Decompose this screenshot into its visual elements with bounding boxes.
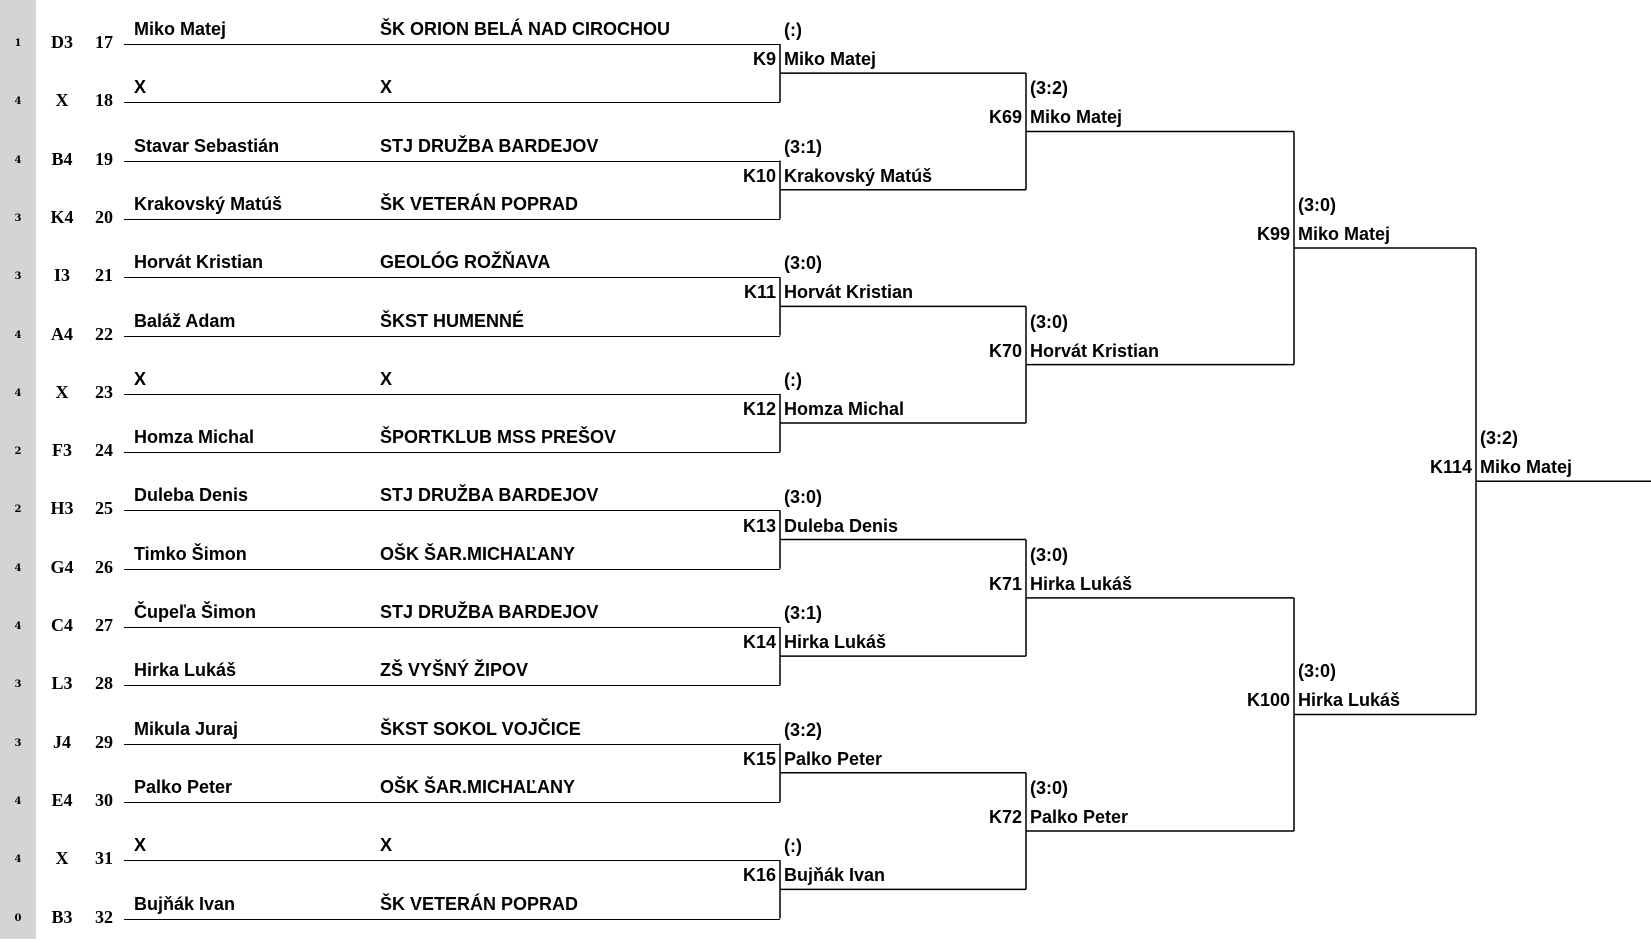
player-level: 4 <box>14 795 22 807</box>
match-code: K16 <box>742 865 776 886</box>
player-name: Čupeľa Šimon <box>134 602 256 622</box>
player-level: 4 <box>14 562 22 574</box>
match-winner: Hirka Lukáš <box>1298 690 1401 711</box>
match-winner: Duleba Denis <box>784 515 899 536</box>
player-name: Stavar Sebastián <box>134 135 280 156</box>
player-club: GEOLÓG ROŽŇAVA <box>380 252 551 273</box>
match-winner: Horvát Kristian <box>1030 340 1160 361</box>
player-line <box>124 161 780 162</box>
player-club: STJ DRUŽBA BARDEJOV <box>380 485 599 506</box>
match-winner: Miko Matej <box>1030 107 1123 128</box>
player-row <box>0 191 740 243</box>
player-line <box>124 685 780 686</box>
player-club: X <box>380 835 393 856</box>
player-club: OŠK ŠAR.MICHAĽANY <box>380 776 576 797</box>
match-score: (3:0) <box>1298 661 1337 682</box>
player-level: 3 <box>14 679 22 691</box>
player-line <box>124 860 780 861</box>
match-winner: Palko Peter <box>784 748 883 769</box>
player-club: ŠK VETERÁN POPRAD <box>380 893 579 914</box>
match-code: K69 <box>988 107 1022 128</box>
player-line <box>124 336 780 337</box>
player-club: ŠK VETERÁN POPRAD <box>380 193 579 214</box>
match-score: (3:0) <box>784 486 823 507</box>
player-number: 24 <box>95 440 113 461</box>
match-code: K13 <box>742 515 776 536</box>
player-club: ŠK ORION BELÁ NAD CIROCHOU <box>380 19 671 39</box>
player-club: OŠK ŠAR.MICHAĽANY <box>380 543 576 564</box>
match-code: K12 <box>742 398 776 419</box>
player-name: Timko Šimon <box>134 543 247 564</box>
match-score: (3:1) <box>784 603 823 624</box>
player-number: 27 <box>95 615 113 635</box>
player-club: ZŠ VYŠNÝ ŽIPOV <box>380 660 529 681</box>
match-score: (3:0) <box>1030 311 1069 332</box>
match-winner: Krakovský Matúš <box>784 165 933 186</box>
player-row <box>0 424 740 476</box>
player-line <box>124 510 780 511</box>
player-line <box>124 102 780 103</box>
match-code: K10 <box>742 165 776 186</box>
player-name: Duleba Denis <box>134 485 249 506</box>
player-club: STJ DRUŽBA BARDEJOV <box>380 602 599 622</box>
match-code: K11 <box>743 282 776 303</box>
match-winner: Miko Matej <box>1298 224 1391 245</box>
match-code: K114 <box>1429 457 1472 478</box>
match-winner: Miko Matej <box>784 49 877 70</box>
player-level: 4 <box>14 621 22 632</box>
match-code: K99 <box>1256 224 1290 245</box>
player-row <box>0 249 740 301</box>
player-level: 4 <box>14 854 22 866</box>
player-number: 21 <box>95 265 113 286</box>
player-name: Miko Matej <box>134 19 227 39</box>
match-code: K100 <box>1246 690 1290 711</box>
player-seed: J4 <box>53 731 71 752</box>
player-name: Palko Peter <box>134 776 233 797</box>
player-level: 4 <box>14 96 22 108</box>
player-level: 4 <box>14 387 22 399</box>
player-seed: D3 <box>51 32 73 52</box>
player-seed: H3 <box>50 498 74 519</box>
match-score: (3:0) <box>1298 195 1337 216</box>
player-number: 29 <box>95 731 113 752</box>
player-row <box>0 74 740 126</box>
player-seed: K4 <box>50 206 74 227</box>
match-code: K71 <box>988 573 1022 594</box>
match-score: (3:0) <box>1030 544 1069 565</box>
player-name: X <box>134 77 147 98</box>
player-line <box>124 919 780 920</box>
player-line <box>124 219 780 220</box>
match-score: (3:0) <box>1030 778 1069 799</box>
player-club: ŠKST HUMENNÉ <box>380 310 525 331</box>
player-name: Homza Michal <box>134 427 255 448</box>
match-winner: Hirka Lukáš <box>784 632 887 653</box>
player-club: STJ DRUŽBA BARDEJOV <box>380 135 599 156</box>
player-row <box>0 891 740 943</box>
player-level: 1 <box>14 38 22 49</box>
match-code: K70 <box>988 340 1022 361</box>
match-score: (3:2) <box>1480 428 1519 449</box>
player-level: 0 <box>14 912 22 924</box>
player-seed: E4 <box>51 789 73 810</box>
match-winner: Palko Peter <box>1030 807 1129 828</box>
player-level: 3 <box>14 212 22 224</box>
player-row <box>0 657 740 709</box>
match-winner: Miko Matej <box>1480 457 1573 478</box>
player-row <box>0 716 740 768</box>
player-seed: B3 <box>51 906 73 927</box>
player-name: Hirka Lukáš <box>134 660 237 681</box>
player-number: 22 <box>95 323 113 344</box>
match-code: K14 <box>742 632 776 653</box>
player-level: 2 <box>14 446 22 458</box>
match-winner: Hirka Lukáš <box>1030 573 1133 594</box>
player-row <box>0 541 740 593</box>
player-line <box>124 627 780 628</box>
player-number: 19 <box>95 148 113 169</box>
match-winner: Homza Michal <box>784 398 905 419</box>
player-number: 31 <box>95 848 113 869</box>
match-score: (3:1) <box>784 136 823 157</box>
player-line <box>124 744 780 745</box>
player-number: 30 <box>95 789 113 810</box>
player-club: ŠPORTKLUB MSS PREŠOV <box>380 427 617 448</box>
player-number: 26 <box>95 556 113 577</box>
player-seed: L3 <box>51 673 73 694</box>
player-row <box>0 133 740 185</box>
player-row <box>0 308 740 360</box>
player-number: 28 <box>95 673 113 694</box>
player-seed: A4 <box>51 323 73 344</box>
player-club: X <box>380 77 393 98</box>
player-row <box>0 16 740 68</box>
match-code: K72 <box>988 807 1022 828</box>
player-line <box>124 802 780 803</box>
player-seed: I3 <box>53 265 70 286</box>
player-seed: G4 <box>50 556 74 577</box>
player-number: 32 <box>95 906 113 927</box>
match-score: (3:0) <box>784 253 823 274</box>
player-name: X <box>134 835 147 856</box>
player-row <box>0 366 740 418</box>
player-level: 4 <box>14 154 22 166</box>
player-row <box>0 482 740 534</box>
match-code: K9 <box>752 49 776 70</box>
match-score: (3:2) <box>784 719 823 740</box>
player-line <box>124 569 780 570</box>
match-score: (:) <box>784 369 802 390</box>
player-line <box>124 44 780 45</box>
player-seed: F3 <box>52 440 72 461</box>
player-number: 25 <box>95 498 113 519</box>
player-seed: B4 <box>51 148 73 169</box>
player-seed: X <box>55 381 69 402</box>
match-score: (:) <box>784 836 802 857</box>
player-line <box>124 277 780 278</box>
match-score: (:) <box>784 20 802 41</box>
player-seed: X <box>55 848 69 869</box>
player-name: Bujňák Ivan <box>134 893 236 914</box>
player-number: 23 <box>95 381 113 402</box>
player-level: 3 <box>14 271 22 283</box>
player-number: 17 <box>95 32 113 52</box>
player-line <box>124 394 780 395</box>
player-row <box>0 832 740 884</box>
player-seed: X <box>55 90 69 111</box>
player-seed: C4 <box>51 615 73 635</box>
player-name: Krakovský Matúš <box>134 193 283 214</box>
player-level: 2 <box>14 504 22 516</box>
player-row <box>0 599 740 651</box>
player-number: 20 <box>95 206 113 227</box>
player-name: Horvát Kristian <box>134 252 264 273</box>
player-line <box>124 452 780 453</box>
match-winner: Horvát Kristian <box>784 282 914 303</box>
match-code: K15 <box>742 748 776 769</box>
player-name: Baláž Adam <box>134 310 236 331</box>
player-name: X <box>134 368 147 389</box>
match-winner: Bujňák Ivan <box>784 865 886 886</box>
match-score: (3:2) <box>1030 78 1069 99</box>
player-club: ŠKST SOKOL VOJČICE <box>380 718 581 739</box>
player-number: 18 <box>95 90 113 111</box>
player-name: Mikula Juraj <box>134 718 239 739</box>
player-club: X <box>380 368 393 389</box>
player-level: 3 <box>14 737 22 749</box>
player-level: 4 <box>14 329 22 341</box>
player-row <box>0 774 740 826</box>
